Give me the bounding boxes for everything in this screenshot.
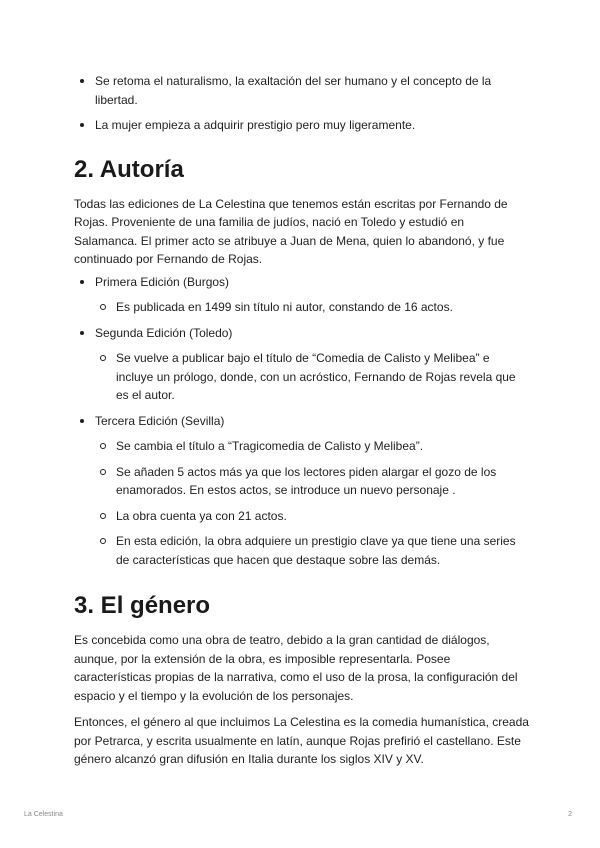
edition-item bbox=[74, 412, 530, 570]
list-item: Se retoma el naturalismo, la exaltación del ser humano y el concepto de la libertad. bbox=[74, 72, 530, 109]
edition-label: Primera Edición (Burgos) bbox=[95, 274, 230, 289]
genero-paragraph: Es concebida como una obra de teatro, debido a la gran cantidad de diálogos, aunque, por la extensión de la obra, es imposible representarla. Posee características propias de la narrativa, como el uso de la prosa, la configuración del espacio y el tiempo y la evolución de los personajes. bbox=[74, 633, 518, 703]
sub-list-item: Se vuelve a publicar bajo el título de “Comedia de Calisto y Melibea” e incluye un prólogo, donde, con un acróstico, Fernando de Rojas revela que es el autor. bbox=[95, 349, 530, 405]
footer-title: La Celestina bbox=[24, 811, 63, 818]
edition-label: Tercera Edición (Sevilla) bbox=[95, 413, 225, 428]
page-number: 2 bbox=[568, 811, 572, 818]
genero-paragraph: Entonces, el género al que incluimos La Celestina es la comedia humanística, creada por Petrarca, y escrita usualmente en latín, aunque Rojas prefirió el castellano. Este género alcanzó gran difusión en Italia durante los siglos XIV y XV. bbox=[74, 715, 529, 766]
section-heading-autoria: 2. Autoría bbox=[74, 155, 184, 183]
edition-sublist bbox=[95, 437, 530, 569]
autoria-paragraph: Todas las ediciones de La Celestina que tenemos están escritas por Fernando de Rojas. Proveniente de una familia de judíos, nació en Toledo y estudió en Salamanca. El primer acto se atribuye a Juan de Mena, quien lo abandonó, y fue continuado por Fernando de Rojas. bbox=[74, 196, 508, 266]
page-content bbox=[74, 72, 530, 769]
section-heading-genero: 3. El género bbox=[74, 592, 211, 619]
edition-sublist bbox=[95, 298, 530, 317]
sub-list-item: Se cambia el título a “Tragicomedia de Calisto y Melibea”. bbox=[95, 437, 530, 456]
intro-list bbox=[74, 72, 530, 135]
sub-list-item: En esta edición, la obra adquiere un prestigio clave ya que tiene una series de características que hacen que destaque sobre las demás. bbox=[95, 532, 530, 569]
edition-sublist bbox=[95, 349, 530, 405]
sub-list-item: La obra cuenta ya con 21 actos. bbox=[95, 507, 530, 526]
list-item: La mujer empieza a adquirir prestigio pero muy ligeramente. bbox=[74, 116, 530, 135]
edition-item bbox=[74, 273, 530, 317]
edition-label: Segunda Edición (Toledo) bbox=[95, 325, 233, 340]
editions-list bbox=[74, 273, 530, 570]
sub-list-item: Se añaden 5 actos más ya que los lectores piden alargar el gozo de los enamorados. En estos actos, se introduce un nuevo personaje . bbox=[95, 463, 530, 500]
sub-list-item: Es publicada en 1499 sin título ni autor, constando de 16 actos. bbox=[95, 298, 530, 317]
edition-item bbox=[74, 324, 530, 405]
